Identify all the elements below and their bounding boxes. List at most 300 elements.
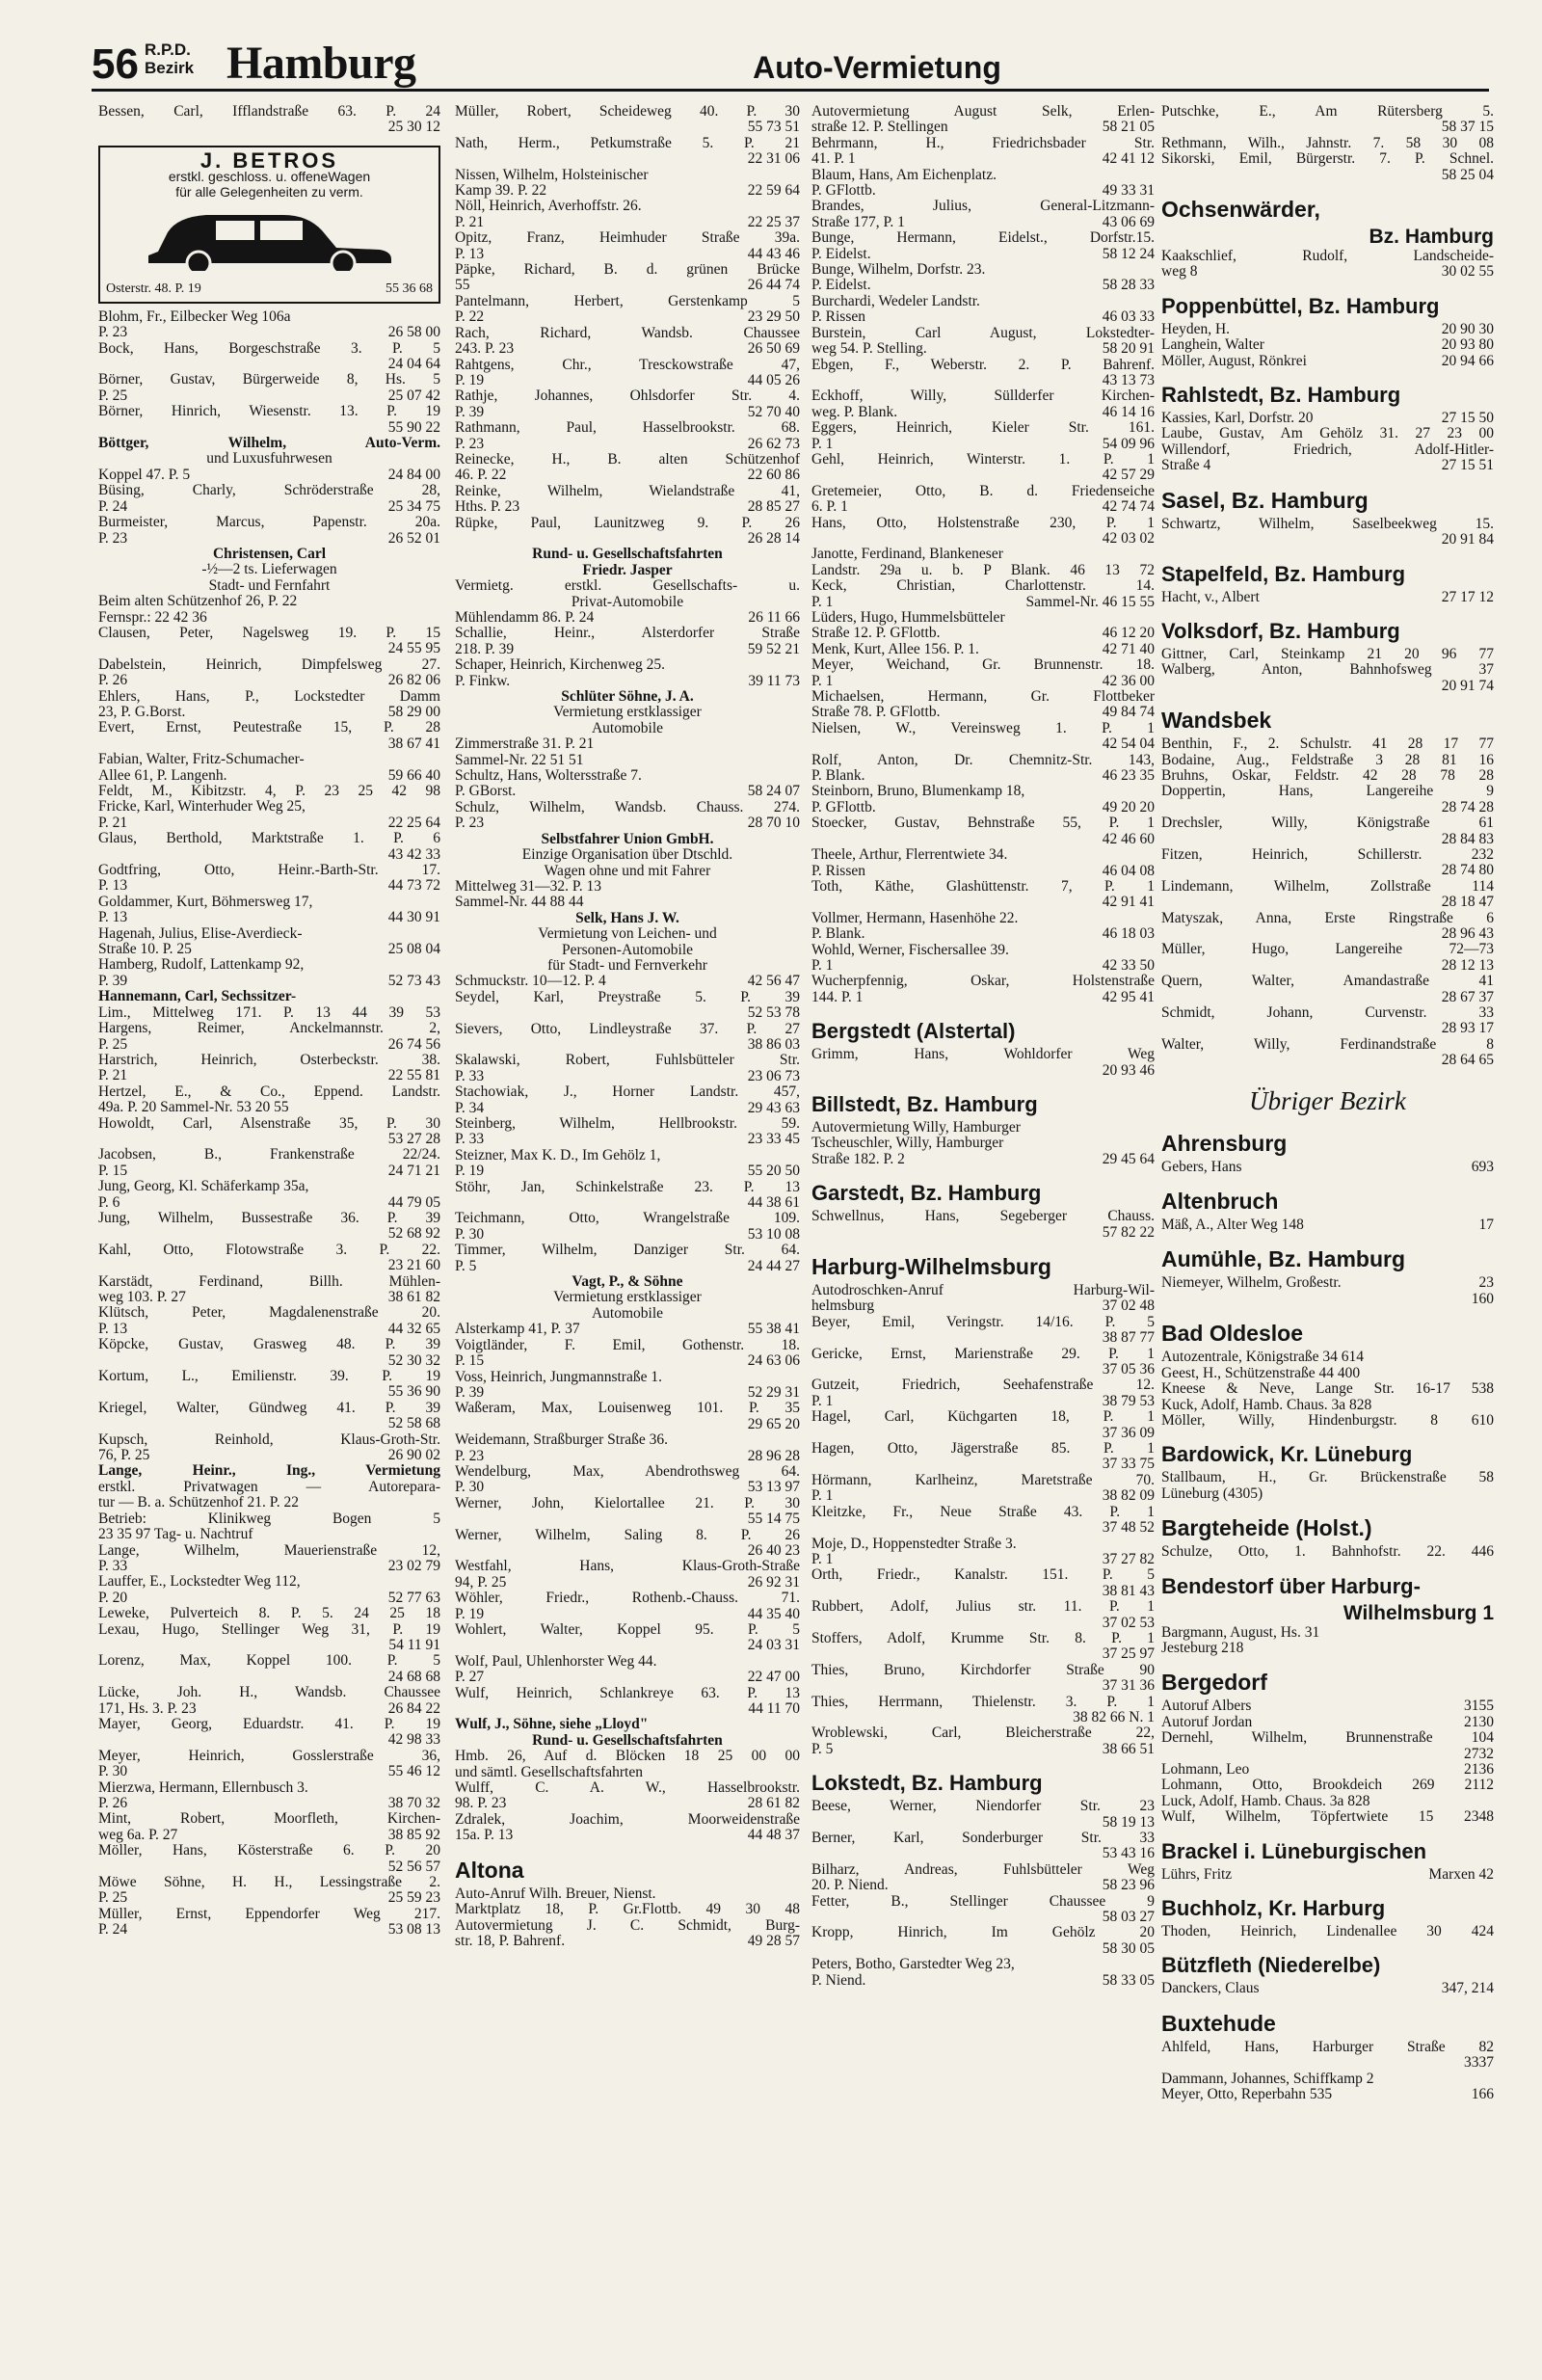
directory-entry-line: Automobile <box>591 1304 664 1322</box>
phone-number: 26 28 14 <box>747 529 800 547</box>
directory-entry-line: Wöhler, Friedr., Rothenb.-Chauss. 71. <box>455 1590 800 1607</box>
phone-number: 38 81 43 <box>1102 1582 1155 1599</box>
directory-entry-line: Wulff, C. A. W., Hasselbrookstr. <box>455 1779 800 1797</box>
directory-entry-line: Ahlfeld, Hans, Harburger Straße 82 <box>1161 2038 1494 2055</box>
place-heading: Altona <box>455 1857 524 1883</box>
place-heading: Wandsbek <box>1161 708 1272 734</box>
directory-entry-line: Hargens, Reimer, Anckelmannstr. 2, <box>98 1020 440 1037</box>
directory-entry-line: P. 20 52 77 63 <box>98 1589 440 1606</box>
directory-entry-line: weg 54. P. Stelling. 58 20 91 <box>811 340 1155 358</box>
phone-number: 42 03 02 <box>1102 529 1155 547</box>
directory-entry-line: Skalawski, Robert, Fuhlsbütteler Str. <box>455 1052 800 1069</box>
phone-number: 38 86 03 <box>747 1035 800 1053</box>
directory-entry-line: Langhein, Walter 20 93 80 <box>1161 336 1494 354</box>
directory-entry-line: Dammann, Johannes, Schiffkamp 2 <box>1161 2070 1374 2087</box>
directory-entry-line: Straße 78. P. GFlottb. 49 84 74 <box>811 704 1155 721</box>
directory-entry-line: Moje, D., Hoppenstedter Straße 3. <box>811 1535 1017 1552</box>
phone-number: 24 55 95 <box>387 640 440 657</box>
phone-number: 28 96 43 <box>1441 925 1494 942</box>
directory-entry-line: P. 21 22 55 81 <box>98 1067 440 1084</box>
directory-entry-line: Hertzel, E., & Co., Eppend. Landstr. <box>98 1083 440 1100</box>
ad-line-2: für alle Gelegenheiten zu verm. <box>175 184 363 201</box>
directory-entry-line: Straße 4 27 15 51 <box>1161 457 1494 474</box>
directory-entry-line: str. 18, P. Bahrenf. 49 28 57 <box>455 1932 800 1949</box>
place-heading: Altenbruch <box>1161 1189 1279 1215</box>
directory-entry-line: Börner, Hinrich, Wiesenstr. 13. P. 19 <box>98 403 440 420</box>
directory-entry-line: Fitzen, Heinrich, Schillerstr. 232 <box>1161 845 1494 863</box>
column-3 <box>811 104 1155 1989</box>
directory-entry-line: Vermietung erstklassiger <box>553 704 702 721</box>
phone-number: 2732 <box>1464 1745 1494 1762</box>
directory-entry-line: Menk, Kurt, Allee 156. P. 1. 42 71 40 <box>811 640 1155 657</box>
directory-entry-line: Grimm, Hans, Wohldorfer Weg <box>811 1046 1155 1063</box>
directory-entry-line: Berner, Karl, Sonderburger Str. 33 <box>811 1830 1155 1846</box>
place-heading: Buxtehude <box>1161 2010 1276 2036</box>
directory-entry-line: Schlüter Söhne, J. A. <box>561 688 694 706</box>
city-title: Hamburg <box>226 38 416 89</box>
directory-entry-line: P. 13 44 30 91 <box>98 909 440 926</box>
directory-entry-line: Mittelweg 31—32. P. 13 <box>455 877 601 895</box>
directory-entry-line: Hagen, Otto, Jägerstraße 85. P. 1 <box>811 1440 1155 1457</box>
directory-entry-line: Thies, Bruno, Kirchdorfer Straße 90 <box>811 1661 1155 1678</box>
directory-entry-line: Allee 61, P. Langenh. 59 66 40 <box>98 766 440 784</box>
directory-entry-line: für Stadt- und Fernverkehr <box>547 956 707 974</box>
directory-entry-line: Hannemann, Carl, Sechssitzer- <box>98 988 297 1005</box>
directory-entry-line: Meyer, Heinrich, Gosslerstraße 36, <box>98 1747 440 1764</box>
directory-entry-line: 15a. P. 13 44 48 37 <box>455 1827 800 1844</box>
directory-entry-line: Friedr. Jasper <box>582 561 673 578</box>
place-heading: Bützfleth (Niederelbe) <box>1161 1953 1381 1978</box>
place-heading: Ahrensburg <box>1161 1130 1288 1156</box>
directory-entry-line: Bock, Hans, Borgeschstraße 3. P. 5 <box>98 339 440 357</box>
directory-entry-line: Automobile <box>591 719 664 736</box>
directory-entry-line: Bessen, Carl, Ifflandstraße 63. P. 24 <box>98 103 440 120</box>
directory-entry-line: Autozentrale, Königstraße 34 614 <box>1161 1349 1365 1366</box>
directory-entry-line: Lim., Mittelweg 171. P. 13 44 39 53 <box>98 1003 440 1021</box>
directory-entry-line: Lorenz, Max, Koppel 100. P. 5 <box>98 1652 440 1670</box>
phone-number: 52 56 57 <box>387 1858 440 1875</box>
place-heading: Volksdorf, Bz. Hamburg <box>1161 618 1400 643</box>
directory-entry-line: Lauffer, E., Lockstedter Weg 112, <box>98 1573 301 1591</box>
directory-entry-line: Hagenah, Julius, Elise-Averdieck- <box>98 924 303 942</box>
directory-entry-line: Benthin, F., 2. Schulstr. 41 28 17 77 <box>1161 735 1494 753</box>
directory-entry-line: P. 1 38 79 53 <box>811 1392 1155 1409</box>
region-heading: Übriger Bezirk <box>1249 1085 1406 1115</box>
phone-number: 58 03 27 <box>1102 1909 1155 1926</box>
directory-entry-line: Fricke, Karl, Winterhuder Weg 25, <box>98 798 306 816</box>
directory-entry-line: P. 5 38 66 51 <box>811 1740 1155 1757</box>
directory-entry-line: Müller, Hugo, Langereihe 72—73 <box>1161 941 1494 958</box>
directory-entry-line: Lexau, Hugo, Stellinger Weg 31, P. 19 <box>98 1620 440 1638</box>
directory-entry-line: 94, P. 25 26 92 31 <box>455 1573 800 1591</box>
directory-entry-line: P. Rissen 46 04 08 <box>811 862 1155 879</box>
directory-entry-line: P. 19 44 35 40 <box>455 1605 800 1622</box>
directory-entry-line: P. 25 26 74 56 <box>98 1035 440 1053</box>
phone-number: 52 53 78 <box>747 1004 800 1022</box>
directory-entry-line: P. 1 42 36 00 <box>811 672 1155 689</box>
place-heading: Bargteheide (Holst.) <box>1161 1515 1372 1541</box>
directory-entry-line: P. 13 44 73 72 <box>98 877 440 895</box>
directory-entry-line: Bunge, Hermann, Eidelst., Dorfstr.15. <box>811 229 1155 247</box>
directory-entry-line: Mäß, A., Alter Weg 148 17 <box>1161 1217 1494 1234</box>
directory-entry-line: Waßeram, Max, Louisenweg 101. P. 35 <box>455 1400 800 1417</box>
directory-entry-line: Autovermietung Willy, Hamburger <box>811 1118 1021 1136</box>
phone-number: 55 14 75 <box>747 1511 800 1528</box>
directory-entry-line: Gehl, Heinrich, Winterstr. 1. P. 1 <box>811 450 1155 468</box>
phone-number: 52 68 92 <box>387 1225 440 1243</box>
directory-entry-line: Peters, Botho, Garstedter Weg 23, <box>811 1956 1015 1973</box>
directory-entry-line: 98. P. 23 28 61 82 <box>455 1795 800 1812</box>
phone-number: 58 19 13 <box>1102 1813 1155 1831</box>
directory-entry-line: Stachowiak, J., Horner Landstr. 457, <box>455 1083 800 1101</box>
directory-entry-line: Weidemann, Straßburger Straße 36. <box>455 1431 669 1449</box>
phone-number: 37 36 09 <box>1102 1424 1155 1441</box>
ad-line-1: erstkl. geschloss. u. offeneWagen <box>168 169 371 185</box>
directory-entry-line: Selk, Hans J. W. <box>575 909 679 926</box>
phone-number: 55 73 51 <box>747 119 800 136</box>
directory-entry-line: 41. P. 1 42 41 12 <box>811 150 1155 168</box>
directory-entry-line: Rüpke, Paul, Launitzweg 9. P. 26 <box>455 514 800 531</box>
directory-entry-line: Schwartz, Wilhelm, Saselbeekweg 15. <box>1161 515 1494 532</box>
directory-entry-line: Alsterkamp 41, P. 37 55 38 41 <box>455 1321 800 1338</box>
directory-entry-line: Tscheuschler, Willy, Hamburger <box>811 1135 1004 1152</box>
directory-entry-line: Personen-Automobile <box>561 941 694 958</box>
place-heading: Bergstedt (Alstertal) <box>811 1019 1016 1044</box>
directory-entry-line: Rach, Richard, Wandsb. Chaussee <box>455 324 800 341</box>
directory-entry-line: P. 21 22 25 37 <box>455 213 800 230</box>
directory-entry-line: Hagel, Carl, Küchgarten 18, P. 1 <box>811 1408 1155 1426</box>
directory-entry-line: Schulze, Otto, 1. Bahnhofstr. 22. 446 <box>1161 1543 1494 1561</box>
phone-number: 29 65 20 <box>747 1415 800 1432</box>
directory-entry-line: Gutzeit, Friedrich, Seehafenstraße 12. <box>811 1377 1155 1394</box>
directory-entry-line: Kassies, Karl, Dorfstr. 20 27 15 50 <box>1161 410 1494 427</box>
phone-number: 22 31 06 <box>747 150 800 168</box>
directory-entry-line: 144. P. 1 42 95 41 <box>811 988 1155 1005</box>
directory-entry-line: Bodaine, Aug., Feldstraße 3 28 81 16 <box>1161 751 1494 768</box>
directory-entry-line: Rolf, Anton, Dr. Chemnitz-Str. 143, <box>811 751 1155 768</box>
phone-number: 24 03 31 <box>747 1637 800 1654</box>
betros-advertisement <box>98 146 440 304</box>
directory-entry-line: Quern, Walter, Amandastraße 41 <box>1161 973 1494 990</box>
place-heading: Harburg-Wilhelmsburg <box>811 1254 1051 1279</box>
phone-number: 58 25 04 <box>1441 166 1494 183</box>
directory-entry-line: Meyer, Otto, Reperbahn 535 166 <box>1161 2086 1494 2103</box>
directory-entry-line: Drechsler, Willy, Königstraße 61 <box>1161 815 1494 832</box>
directory-entry-line: weg 103. P. 27 38 61 82 <box>98 1289 440 1305</box>
phone-number: 44 11 70 <box>748 1700 800 1718</box>
directory-entry-line: Janotte, Ferdinand, Blankeneser <box>811 546 1003 563</box>
directory-entry-line: Stadt- und Fernfahrt <box>208 576 331 594</box>
directory-entry-line: Lange, Heinr., Ing., Vermietung <box>98 1462 440 1480</box>
directory-entry-line: P. 39 52 70 40 <box>455 403 800 420</box>
directory-entry-line: Mühlendamm 86. P. 24 26 11 66 <box>455 609 800 626</box>
phone-number: 52 30 32 <box>387 1351 440 1369</box>
directory-entry-line: Zimmerstraße 31. P. 21 <box>455 735 595 753</box>
phone-number: 57 82 22 <box>1102 1223 1155 1241</box>
directory-entry-line: Wulf, Heinrich, Schlankreye 63. P. 13 <box>455 1684 800 1701</box>
directory-entry-line: weg 6a. P. 27 38 85 92 <box>98 1826 440 1843</box>
directory-entry-line: Zdralek, Joachim, Moorweidenstraße <box>455 1810 800 1828</box>
directory-entry-line: P. 25 25 07 42 <box>98 387 440 404</box>
directory-entry-line: P. 24 25 34 75 <box>98 497 440 515</box>
directory-entry-line: P. 23 28 70 10 <box>455 815 800 832</box>
directory-entry-line: Orth, Friedr., Kanalstr. 151. P. 5 <box>811 1566 1155 1584</box>
car-icon <box>139 209 399 271</box>
place-heading: Billstedt, Bz. Hamburg <box>811 1091 1038 1116</box>
directory-entry-line: Ebgen, F., Weberstr. 2. P. Bahrenf. <box>811 356 1155 373</box>
directory-entry-line: Howoldt, Carl, Alsenstraße 35, P. 30 <box>98 1114 440 1132</box>
directory-entry-line: weg 8 30 02 55 <box>1161 263 1494 281</box>
directory-entry-line: Nissen, Wilhelm, Holsteinischer <box>455 166 649 183</box>
phone-number: 26 40 23 <box>747 1541 800 1559</box>
phone-number: 20 91 84 <box>1441 531 1494 548</box>
directory-entry-line: 49a. P. 20 Sammel-Nr. 53 20 55 <box>98 1099 289 1116</box>
directory-entry-line: Kamp 39. P. 22 22 59 64 <box>455 182 800 200</box>
directory-entry-line: P. 27 22 47 00 <box>455 1669 800 1686</box>
directory-entry-line: P. 22 23 29 50 <box>455 308 800 326</box>
directory-entry-line: Schulz, Wilhelm, Wandsb. Chauss. 274. <box>455 798 800 816</box>
phone-number: 20 93 46 <box>1102 1061 1155 1079</box>
directory-entry-line: Theele, Arthur, Flerrentwiete 34. <box>811 846 1008 864</box>
directory-entry-line: Stallbaum, H., Gr. Brückenstraße 58 <box>1161 1469 1494 1486</box>
directory-entry-line: Lührs, Fritz Marxen 42 <box>1161 1865 1494 1883</box>
directory-entry-line: Geest, H., Schützenstraße 44 400 <box>1161 1364 1361 1381</box>
phone-number: 160 <box>1471 1290 1494 1307</box>
directory-entry-line: Godtfring, Otto, Heinr.-Barth-Str. 17. <box>98 862 440 879</box>
directory-entry-line: Timmer, Wilhelm, Danziger Str. 64. <box>455 1242 800 1259</box>
directory-entry-line: Kupsch, Reinhold, Klaus-Groth-Str. <box>98 1431 440 1448</box>
directory-entry-line: Möller, Willy, Hindenburgstr. 8 610 <box>1161 1411 1494 1429</box>
directory-entry-line: Doppertin, Hans, Langereihe 9 <box>1161 783 1494 800</box>
directory-entry-line: P. 25 25 59 23 <box>98 1889 440 1907</box>
ad-title: J. BETROS <box>199 147 339 173</box>
directory-entry-line: Burmeister, Marcus, Papenstr. 20a. <box>98 514 440 531</box>
directory-entry-line: Schultz, Hans, Woltersstraße 7. <box>455 767 642 785</box>
directory-entry-line: Laube, Gustav, Am Gehölz 31. 27 23 00 <box>1161 425 1494 442</box>
directory-entry-line: Nath, Herm., Petkumstraße 5. P. 21 <box>455 134 800 151</box>
directory-entry-line: Autoruf Jordan 2130 <box>1161 1713 1494 1730</box>
directory-entry-line: Wohld, Werner, Fischersallee 39. <box>811 941 1009 958</box>
directory-entry-line: Hamberg, Rudolf, Lattenkamp 92, <box>98 956 305 974</box>
column-2 <box>455 104 800 1949</box>
page-number: 56 <box>92 40 139 88</box>
directory-entry-line: Schmuckstr. 10—12. P. 4 42 56 47 <box>455 973 800 990</box>
directory-entry-line: P. 39 52 29 31 <box>455 1383 800 1401</box>
directory-entry-line: Lohmann, Otto, Brookdeich 269 2112 <box>1161 1777 1494 1794</box>
directory-entry-line: Rund- u. Gesellschaftsfahrten <box>532 1731 723 1749</box>
directory-entry-line: Willendorf, Friedrich, Adolf-Hitler- <box>1161 441 1494 458</box>
directory-entry-line: P. 33 23 06 73 <box>455 1067 800 1084</box>
phone-number: 58 30 05 <box>1102 1939 1155 1957</box>
directory-entry-line: Thies, Herrmann, Thielenstr. 3. P. 1 <box>811 1693 1155 1710</box>
directory-entry-line: Brandes, Julius, General-Litzmann- <box>811 198 1155 215</box>
directory-entry-line: Köpcke, Gustav, Grasweg 48. P. 39 <box>98 1336 440 1353</box>
phone-number: 53 27 28 <box>387 1130 440 1147</box>
directory-entry-line: Autodroschken-Anruf Harburg-Wil- <box>811 1282 1155 1298</box>
directory-entry-line: P. 1 37 27 82 <box>811 1550 1155 1567</box>
directory-entry-line: Lücke, Joh. H., Wandsb. Chaussee <box>98 1684 440 1701</box>
phone-number: 23 21 60 <box>387 1257 440 1274</box>
directory-entry-line: Werner, John, Kielortallee 21. P. 30 <box>455 1494 800 1511</box>
directory-entry-line: tur — B. a. Schützenhof 21. P. 22 <box>98 1494 299 1511</box>
directory-entry-line: Burstein, Carl August, Lokstedter- <box>811 324 1155 341</box>
directory-entry-line: Matyszak, Anna, Erste Ringstraße 6 <box>1161 909 1494 926</box>
directory-entry-line: Autovermietung J. C. Schmidt, Burg- <box>455 1916 800 1934</box>
directory-entry-line: Kaakschlief, Rudolf, Landscheide- <box>1161 248 1494 265</box>
directory-entry-line: straße 12. P. Stellingen 58 21 05 <box>811 119 1155 136</box>
directory-entry-line: Nöll, Heinrich, Averhoffstr. 26. <box>455 198 642 215</box>
place-heading: Brackel i. Lüneburgischen <box>1161 1838 1427 1863</box>
directory-entry-line: Meyer, Weichand, Gr. Brunnenstr. 18. <box>811 656 1155 674</box>
directory-entry-line: P. Eidelst. 58 12 24 <box>811 245 1155 262</box>
directory-entry-line: 23, P. G.Borst. 58 29 00 <box>98 703 440 720</box>
directory-entry-line: Büsing, Charly, Schröderstraße 28, <box>98 482 440 499</box>
directory-entry-line: Päpke, Richard, B. d. grünen Brücke <box>455 261 800 279</box>
directory-entry-line: Rund- u. Gesellschaftsfahrten <box>532 546 723 563</box>
directory-entry-line: Beese, Werner, Niendorfer Str. 23 <box>811 1798 1155 1815</box>
directory-entry-line: Karstädt, Ferdinand, Billh. Mühlen- <box>98 1272 440 1290</box>
place-subheading: Bz. Hamburg <box>1369 226 1494 249</box>
directory-entry-line: Reinecke, H., B. alten Schützenhof <box>455 450 800 468</box>
directory-entry-line: Eckhoff, Willy, Süllderfer Kirchen- <box>811 388 1155 405</box>
directory-entry-line: Wucherpfennig, Oskar, Holstenstraße <box>811 973 1155 990</box>
ad-address-line: Osterstr. 48. P. 19 55 36 68 <box>106 281 433 297</box>
directory-entry-line: Fabian, Walter, Fritz-Schumacher- <box>98 751 305 768</box>
directory-entry-line: Reinke, Wilhelm, Wielandstraße 41, <box>455 482 800 499</box>
directory-entry-line: Schmidt, Johann, Curvenstr. 33 <box>1161 1004 1494 1022</box>
directory-entry-line: Walberg, Anton, Bahnhofsweg 37 <box>1161 661 1494 679</box>
directory-entry-line: Rathje, Johannes, Ohlsdorfer Str. 4. <box>455 388 800 405</box>
directory-entry-line: Walter, Willy, Ferdinandstraße 8 <box>1161 1035 1494 1053</box>
directory-entry-line: P. Niend. 58 33 05 <box>811 1971 1155 1989</box>
directory-entry-line: Stoffers, Adolf, Krumme Str. 8. P. 1 <box>811 1629 1155 1646</box>
directory-entry-line: Kuck, Adolf, Hamb. Chaus. 3a 828 <box>1161 1396 1372 1413</box>
directory-entry-line: Straße 10. P. 25 25 08 04 <box>98 941 440 958</box>
phone-number: 24 68 68 <box>387 1668 440 1685</box>
directory-entry-line: Kahl, Otto, Flotowstraße 3. P. 22. <box>98 1241 440 1258</box>
directory-entry-line: Rathmann, Paul, Hasselbrookstr. 68. <box>455 419 800 437</box>
directory-entry-line: Beyer, Emil, Veringstr. 14/16. P. 5 <box>811 1313 1155 1330</box>
directory-entry-line: Rubbert, Adolf, Julius str. 11. P. 1 <box>811 1598 1155 1616</box>
phone-number: 55 36 90 <box>387 1383 440 1401</box>
phone-number: 37 25 97 <box>1102 1645 1155 1663</box>
directory-entry-line: Bruhns, Oskar, Feldstr. 42 28 78 28 <box>1161 766 1494 784</box>
phone-number: 37 05 36 <box>1102 1361 1155 1378</box>
directory-entry-line: P. 21 22 25 64 <box>98 814 440 831</box>
directory-entry-line: P. 6 44 79 05 <box>98 1193 440 1211</box>
directory-entry-line: Möwe Söhne, H. H., Lessingstraße 2. <box>98 1874 440 1891</box>
phone-number: 42 98 33 <box>387 1731 440 1749</box>
directory-entry-line: Eggers, Heinrich, Kieler Str. 161. <box>811 419 1155 437</box>
directory-entry-line: Lindemann, Wilhelm, Zollstraße 114 <box>1161 877 1494 895</box>
directory-entry-line: 171, Hs. 3. P. 23 26 84 22 <box>98 1699 440 1717</box>
directory-entry-line: Clausen, Peter, Nagelsweg 19. P. 15 <box>98 624 440 641</box>
directory-entry-line: P. 13 44 32 65 <box>98 1320 440 1337</box>
directory-entry-line: P. 24 53 08 13 <box>98 1921 440 1939</box>
directory-entry-line: Wendelburg, Max, Abendrothsweg 64. <box>455 1462 800 1480</box>
phone-number: 42 91 41 <box>1102 894 1155 911</box>
directory-entry-line: Michaelsen, Hermann, Gr. Flottbeker <box>811 688 1155 706</box>
directory-entry-line: Autoruf Albers 3155 <box>1161 1698 1494 1715</box>
directory-entry-line: P. 23 26 52 01 <box>98 529 440 547</box>
phone-number: 37 33 75 <box>1102 1456 1155 1473</box>
directory-entry-line: Beim alten Schützenhof 26, P. 22 <box>98 593 298 610</box>
directory-entry-line: P. Finkw. 39 11 73 <box>455 672 800 689</box>
directory-entry-line: Vermietung erstklassiger <box>553 1289 702 1306</box>
rpd-label: R.P.D. Bezirk <box>145 40 195 77</box>
directory-entry-line: Schwellnus, Hans, Segeberger Chauss. <box>811 1208 1155 1225</box>
directory-entry-line: Vermietg. erstkl. Gesellschafts- u. <box>455 577 800 595</box>
directory-entry-line: Jung, Georg, Kl. Schäferkamp 35a, <box>98 1178 309 1195</box>
directory-entry-line: 218. P. 39 59 52 21 <box>455 640 800 657</box>
phone-number: 28 93 17 <box>1441 1020 1494 1037</box>
directory-entry-line: Einzige Organisation über Dtschld. <box>521 846 733 864</box>
directory-entry-line: Toth, Käthe, Glashüttenstr. 7, P. 1 <box>811 877 1155 895</box>
directory-entry-line: Müller, Ernst, Eppendorfer Weg 217. <box>98 1905 440 1922</box>
directory-entry-line: P. 1 Sammel-Nr. 46 15 55 <box>811 593 1155 610</box>
directory-entry-line: Koppel 47. P. 5 24 84 00 <box>98 466 440 483</box>
directory-entry-line: Wulf, Wilhelm, Töpfertwiete 15 2348 <box>1161 1808 1494 1826</box>
directory-entry-line: Fetter, B., Stellinger Chaussee 9 <box>811 1892 1155 1910</box>
directory-entry-line: Jesteburg 218 <box>1161 1639 1244 1656</box>
directory-entry-line: Wulf, J., Söhne, siehe „Lloyd" <box>455 1716 649 1733</box>
phone-number: 38 87 77 <box>1102 1329 1155 1347</box>
directory-entry-line: Mayer, Georg, Eduardstr. 41. P. 19 <box>98 1715 440 1732</box>
directory-entry-line: Hths. P. 23 28 85 27 <box>455 498 800 516</box>
place-heading: Bendestorf über Harburg- <box>1161 1573 1421 1598</box>
directory-entry-line: P. 15 24 63 06 <box>455 1352 800 1370</box>
phone-number: 42 46 60 <box>1102 830 1155 847</box>
phone-number: 54 11 91 <box>388 1636 440 1653</box>
directory-entry-line: Sammel-Nr. 44 88 44 <box>455 894 584 911</box>
directory-entry-line: P. 19 44 05 26 <box>455 371 800 388</box>
phone-number: 28 74 28 <box>1441 798 1494 816</box>
directory-entry-line: P. 1 38 82 09 <box>811 1487 1155 1505</box>
phone-number: 55 90 22 <box>387 418 440 436</box>
directory-entry-line: Dabelstein, Heinrich, Dimpfelsweg 27. <box>98 655 440 673</box>
directory-entry-line: Burchardi, Wedeler Landstr. <box>811 292 980 309</box>
phone-number: 24 04 64 <box>387 356 440 373</box>
directory-entry-line: Kriegel, Walter, Gündweg 41. P. 39 <box>98 1399 440 1416</box>
directory-entry-line: Behrmann, H., Friedrichsbader Str. <box>811 134 1155 151</box>
phone-number: 28 84 83 <box>1441 830 1494 847</box>
directory-entry-line: Marktplatz 18, P. Gr.Flottb. 49 30 48 <box>455 1901 800 1918</box>
directory-entry-line: Seydel, Karl, Preystraße 5. P. 39 <box>455 988 800 1005</box>
phone-number: 37 02 53 <box>1102 1614 1155 1631</box>
place-heading: Rahlstedt, Bz. Hamburg <box>1161 383 1401 408</box>
directory-entry-line: Blohm, Fr., Eilbecker Weg 106a <box>98 308 291 325</box>
directory-entry-line: P. GFlottb. 49 20 20 <box>811 798 1155 816</box>
place-heading: Poppenbüttel, Bz. Hamburg <box>1161 293 1440 318</box>
phone-number: 42 57 29 <box>1102 467 1155 484</box>
directory-entry-line: Müller, Robert, Scheideweg 40. P. 30 <box>455 103 800 120</box>
directory-entry-line: Straße 177, P. 1 43 06 69 <box>811 213 1155 230</box>
column-4 <box>1161 104 1494 2102</box>
directory-entry-line: Vagt, P., & Söhne <box>572 1273 683 1291</box>
phone-number: 28 12 13 <box>1441 956 1494 974</box>
directory-entry-line: Steizner, Max K. D., Im Gehölz 1, <box>455 1146 661 1163</box>
phone-number: 38 82 66 N. 1 <box>1073 1708 1155 1725</box>
directory-entry-line: P. 23 28 96 28 <box>455 1447 800 1464</box>
directory-entry-line: helmsburg 37 02 48 <box>811 1297 1155 1315</box>
directory-entry-line: 6. P. 1 42 74 74 <box>811 498 1155 516</box>
directory-entry-line: Mierzwa, Hermann, Ellernbusch 3. <box>98 1778 308 1796</box>
directory-entry-line: Kortum, L., Emilienstr. 39. P. 19 <box>98 1368 440 1385</box>
directory-entry-line: Wolf, Paul, Uhlenhorster Weg 44. <box>455 1652 657 1670</box>
directory-entry-line: Lüders, Hugo, Hummelsbütteler <box>811 609 1005 626</box>
directory-entry-line: Werner, Wilhelm, Saling 8. P. 26 <box>455 1526 800 1543</box>
directory-entry-line: Leweke, Pulverteich 8. P. 5. 24 25 18 <box>98 1605 440 1622</box>
